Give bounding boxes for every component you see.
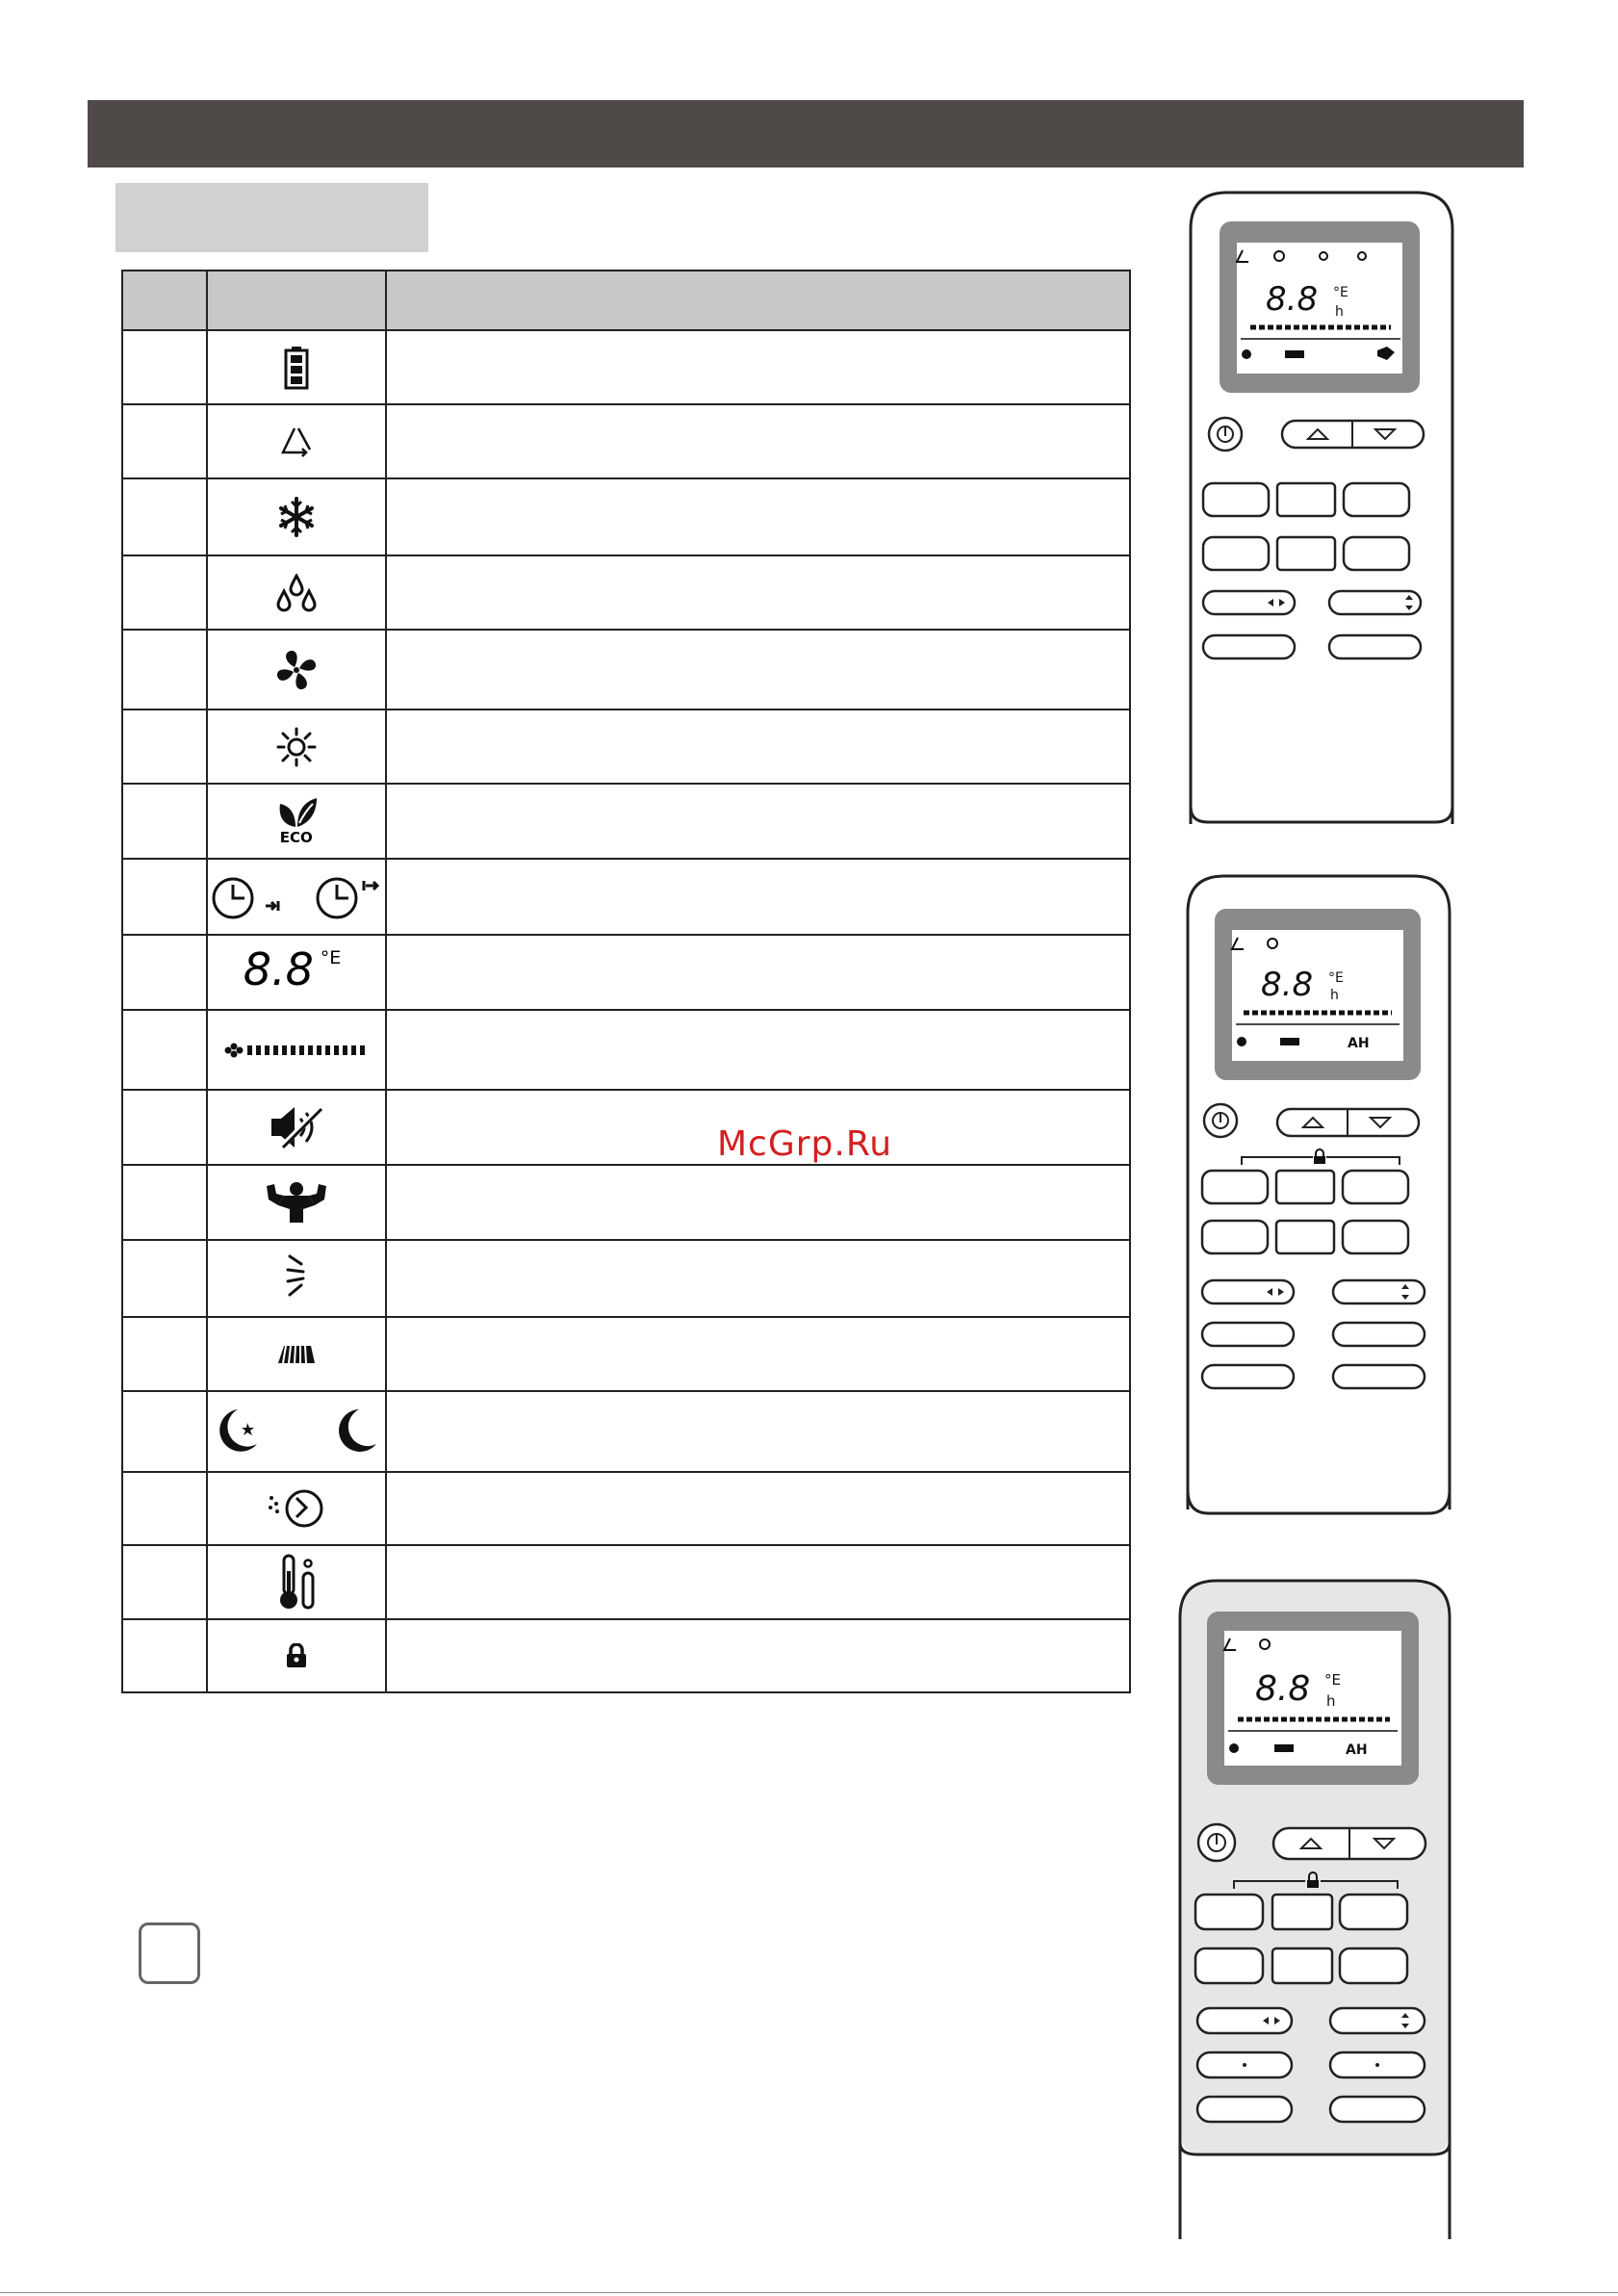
remote-button[interactable] [1202, 1171, 1268, 1203]
remote-control-1 [1189, 191, 1454, 826]
table-row [122, 630, 1130, 709]
remote-button[interactable] [1329, 591, 1421, 614]
heater-icon [276, 1344, 317, 1365]
remote-digits: 8.8 [1266, 280, 1319, 319]
remote-button[interactable] [1276, 1171, 1334, 1203]
remote-button[interactable] [1202, 1323, 1294, 1346]
remote-button[interactable] [1333, 1280, 1425, 1303]
display-symbols-table [121, 270, 1131, 1693]
page-header-bar [88, 100, 1524, 168]
remote-button[interactable] [1333, 1365, 1425, 1388]
remote-button[interactable] [1272, 1895, 1332, 1929]
remote-button[interactable] [1343, 1221, 1408, 1253]
table-row [122, 1472, 1130, 1545]
remote-control-2 [1186, 874, 1451, 1519]
sleep-icon [215, 1406, 378, 1458]
table-row [122, 1619, 1130, 1692]
remote-button[interactable] [1276, 1221, 1334, 1253]
fan-speed-bar-icon [224, 1041, 369, 1060]
table-row [122, 935, 1130, 1010]
follow-me-icon [268, 1488, 325, 1529]
remote-ah-label: AH [1348, 1036, 1370, 1051]
remote-button[interactable] [1340, 1948, 1407, 1983]
remote-button[interactable] [1202, 1221, 1268, 1253]
eco-leaf-icon [274, 796, 319, 845]
mute-icon [270, 1105, 323, 1149]
remote-button[interactable] [1343, 1171, 1408, 1203]
remote-button[interactable] [1329, 635, 1421, 658]
page-bottom-rule [0, 2292, 1618, 2293]
svg-text:h: h [1326, 1692, 1336, 1710]
table-row [122, 1165, 1130, 1240]
fan-icon [274, 648, 319, 692]
svg-text:°E: °E [1333, 285, 1348, 300]
table-row [122, 1090, 1130, 1165]
section-tab [116, 183, 428, 252]
table-row [122, 478, 1130, 555]
remote-button[interactable] [1202, 1365, 1294, 1388]
svg-text:°E: °E [1328, 970, 1344, 986]
table-row [122, 784, 1130, 859]
header-icon [207, 271, 386, 330]
turbo-icon [265, 1180, 328, 1225]
remote-button[interactable] [1333, 1323, 1425, 1346]
table-row [122, 859, 1130, 935]
thermometer-icon [275, 1554, 318, 1612]
table-header-row [122, 271, 1130, 330]
remote-button[interactable] [1272, 1948, 1332, 1983]
unit-label: °E [320, 947, 342, 968]
header-description [386, 271, 1130, 330]
remote-ah-label: AH [1346, 1742, 1368, 1758]
table-row [122, 1317, 1130, 1391]
svg-text:°E: °E [1324, 1671, 1341, 1689]
digits-icon [244, 943, 349, 997]
header-no [122, 271, 207, 330]
remote-button[interactable] [1344, 483, 1409, 516]
table-row [122, 555, 1130, 630]
remote-button[interactable] [1344, 537, 1409, 570]
remote-button[interactable] [1203, 635, 1295, 658]
table-row [122, 330, 1130, 404]
note-box [139, 1922, 200, 1984]
sun-icon [276, 727, 317, 767]
digit-display: 8.8 [243, 943, 314, 995]
remote-button[interactable] [1195, 1895, 1263, 1929]
auto-mode-icon [279, 426, 314, 458]
table-row [122, 404, 1130, 478]
snowflake-icon [274, 495, 319, 539]
battery-icon [284, 346, 309, 390]
drops-icon [275, 574, 318, 612]
lock-icon [285, 1643, 308, 1668]
remote-button[interactable] [1330, 2097, 1425, 2122]
remote-button[interactable] [1277, 537, 1335, 570]
remote-digits: 8.8 [1255, 1669, 1311, 1709]
table-row [122, 1391, 1130, 1472]
svg-text:h: h [1335, 304, 1344, 320]
remote-button[interactable] [1197, 2097, 1292, 2122]
table-row [122, 1545, 1130, 1619]
remote-button[interactable] [1203, 537, 1269, 570]
table-row [122, 1010, 1130, 1090]
remote-button[interactable] [1340, 1895, 1407, 1929]
swing-icon [282, 1252, 311, 1304]
table-row [122, 1240, 1130, 1317]
remote-button[interactable] [1195, 1948, 1263, 1983]
remote-button[interactable] [1330, 2008, 1425, 2033]
eco-label: ECO [279, 829, 313, 846]
remote-digits: 8.8 [1261, 966, 1314, 1004]
remote-button[interactable] [1277, 483, 1335, 516]
table-row [122, 709, 1130, 784]
svg-text:h: h [1330, 988, 1339, 1003]
watermark-text: McGrp.Ru [717, 1124, 893, 1164]
timer-on-off-icon [212, 873, 381, 921]
remote-button[interactable] [1203, 483, 1269, 516]
remote-control-3 [1178, 1579, 1451, 2241]
